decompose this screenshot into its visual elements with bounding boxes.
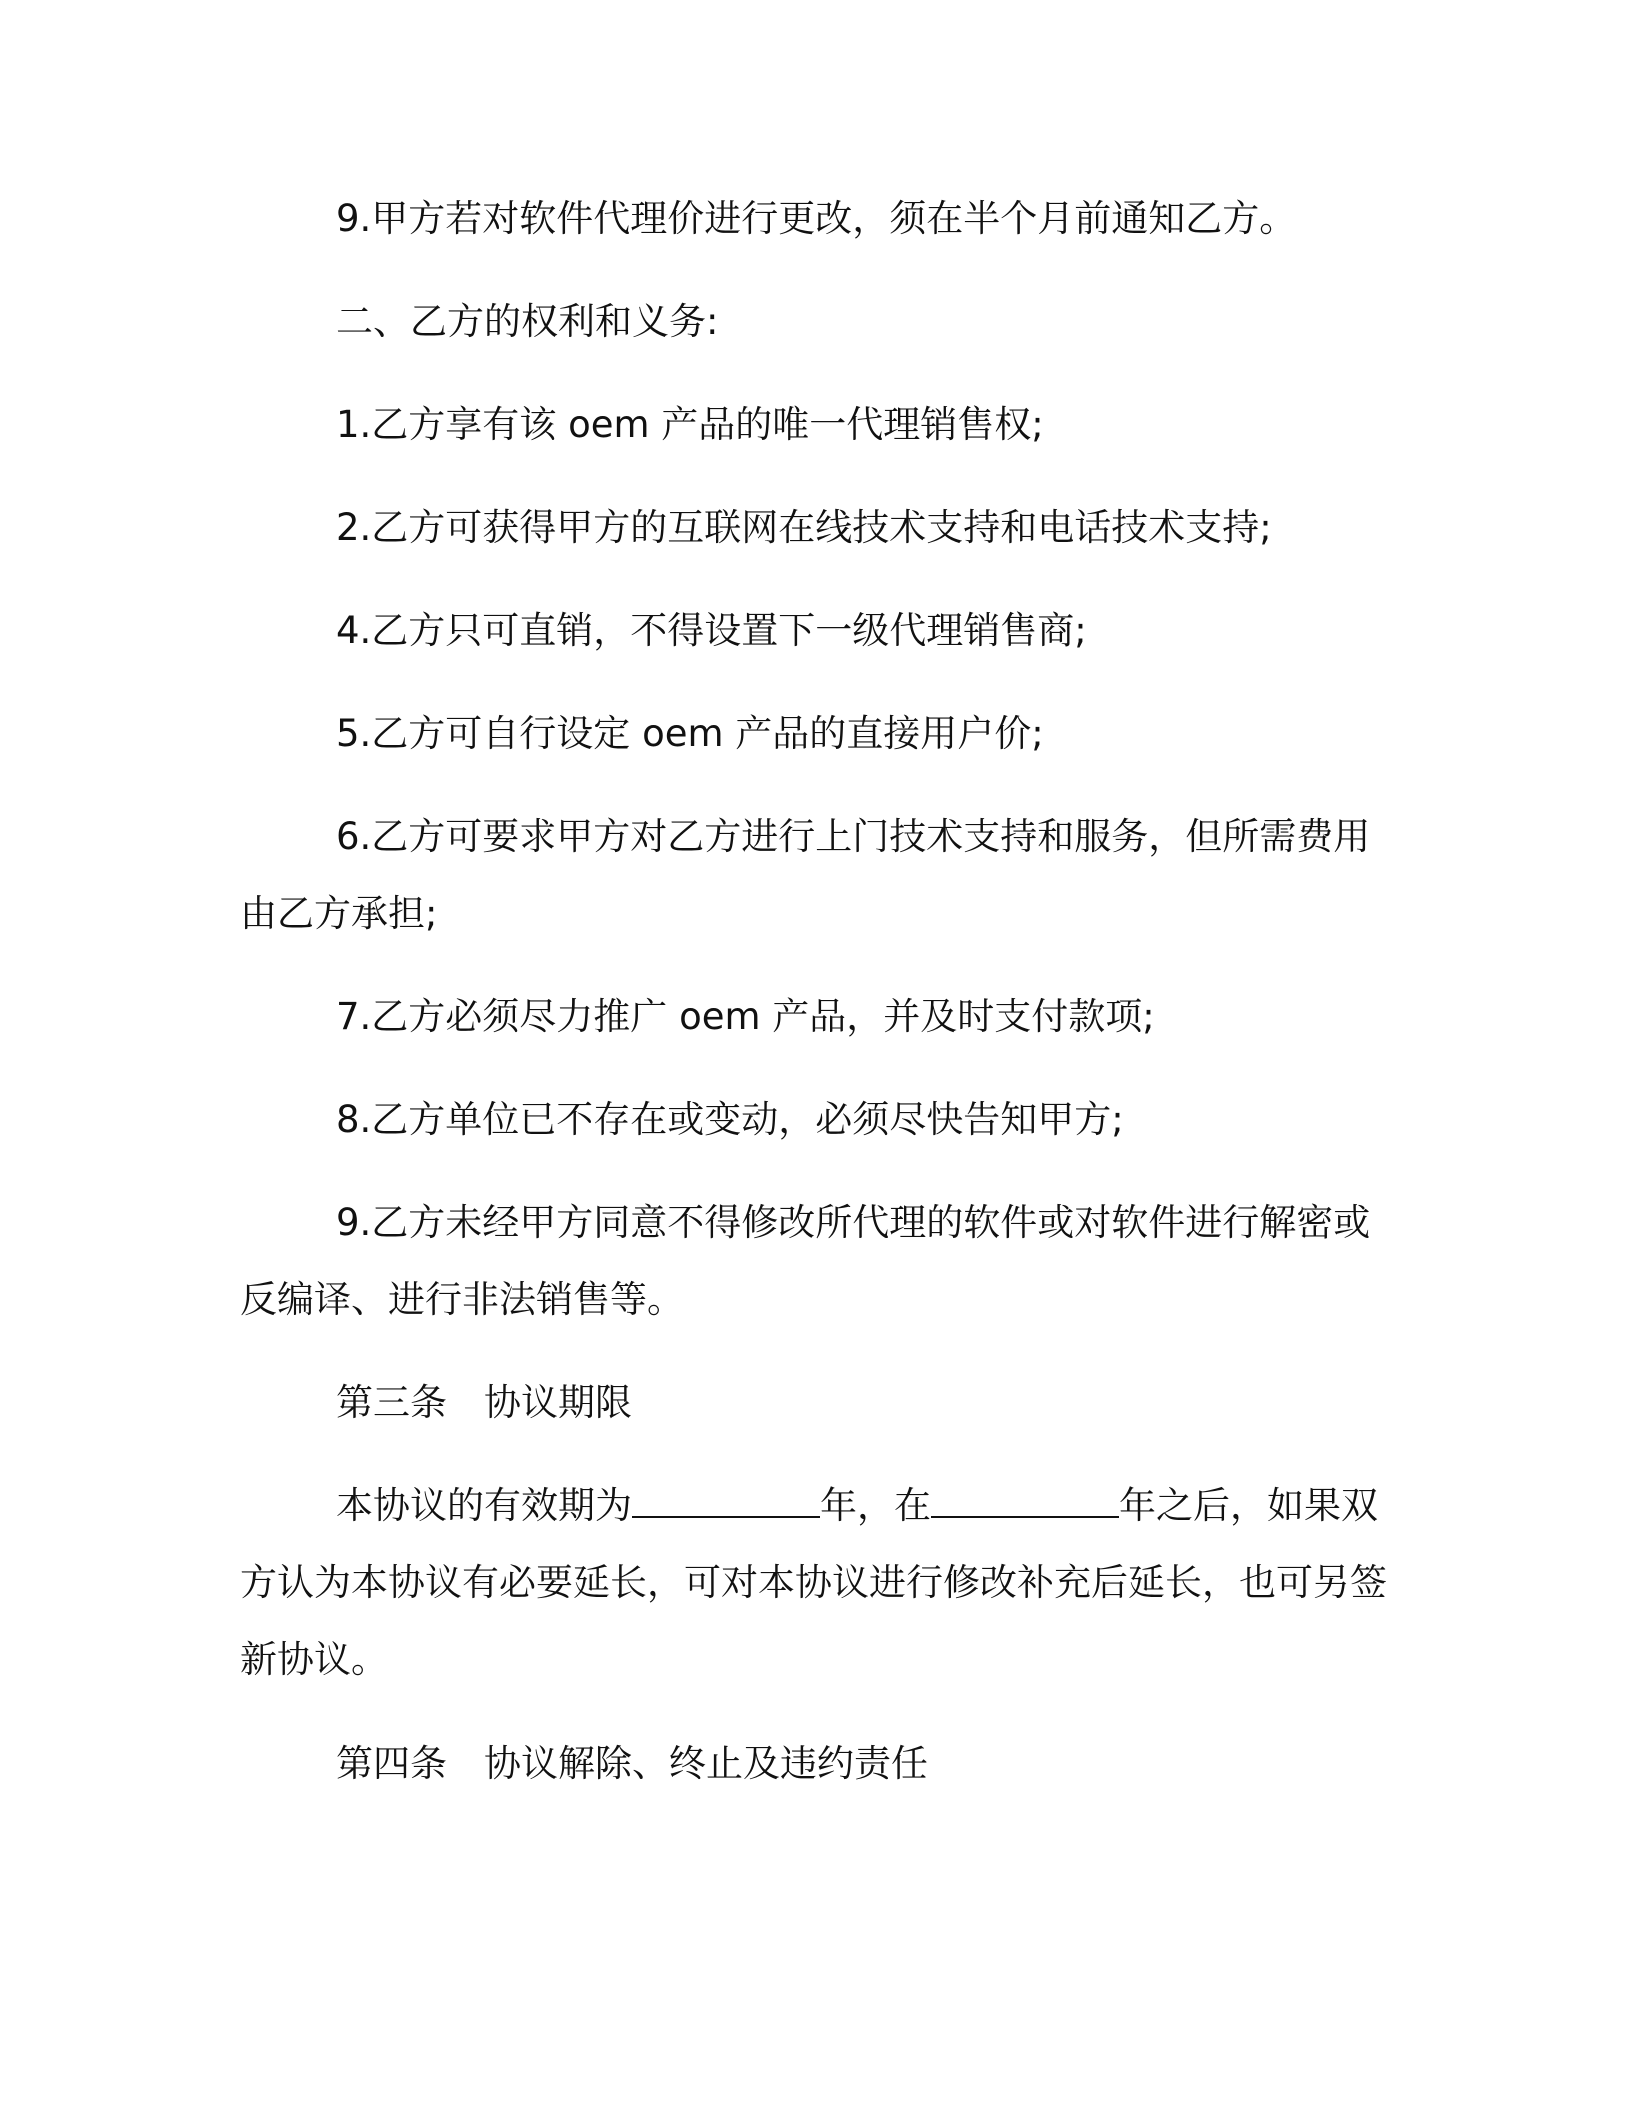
paragraph-b-1: 1.乙方享有该 oem 产品的唯一代理销售权; [336,403,1044,446]
paragraph-party-a-price-change: 9.甲方若对软件代理价进行更改，须在半个月前通知乙方。 [336,197,1297,240]
term-text-2: 年，在 [820,1484,931,1527]
paragraph-b-7: 7.乙方必须尽力推广 oem 产品，并及时支付款项; [336,995,1155,1038]
paragraph-b-5: 5.乙方可自行设定 oem 产品的直接用户价; [336,712,1044,755]
paragraph-agreement-term [240,1467,1390,1698]
year-blank-1 [632,1486,820,1518]
term-text-3: 年之后，如果双方认为本协议有必要延长，可对本协议进行修改补充后延长，也可另签新协议。 [240,1484,1387,1681]
section-heading-party-b-rights: 二、乙方的权利和义务: [336,300,719,343]
paragraph-b-6: 6.乙方可要求甲方对乙方进行上门技术支持和服务，但所需费用由乙方承担; [240,815,1371,935]
paragraph-b-4: 4.乙方只可直销，不得设置下一级代理销售商; [336,609,1087,652]
year-blank-2 [931,1486,1119,1518]
paragraph-b-2: 2.乙方可获得甲方的互联网在线技术支持和电话技术支持; [336,506,1272,549]
article-4-heading: 第四条 协议解除、终止及违约责任 [336,1742,928,1785]
term-text-1: 本协议的有效期为 [336,1484,632,1527]
paragraph-b-8: 8.乙方单位已不存在或变动，必须尽快告知甲方; [336,1098,1124,1141]
article-3-heading: 第三条 协议期限 [336,1381,632,1424]
paragraph-b-9: 9.乙方未经甲方同意不得修改所代理的软件或对软件进行解密或反编译、进行非法销售等。 [240,1201,1371,1321]
